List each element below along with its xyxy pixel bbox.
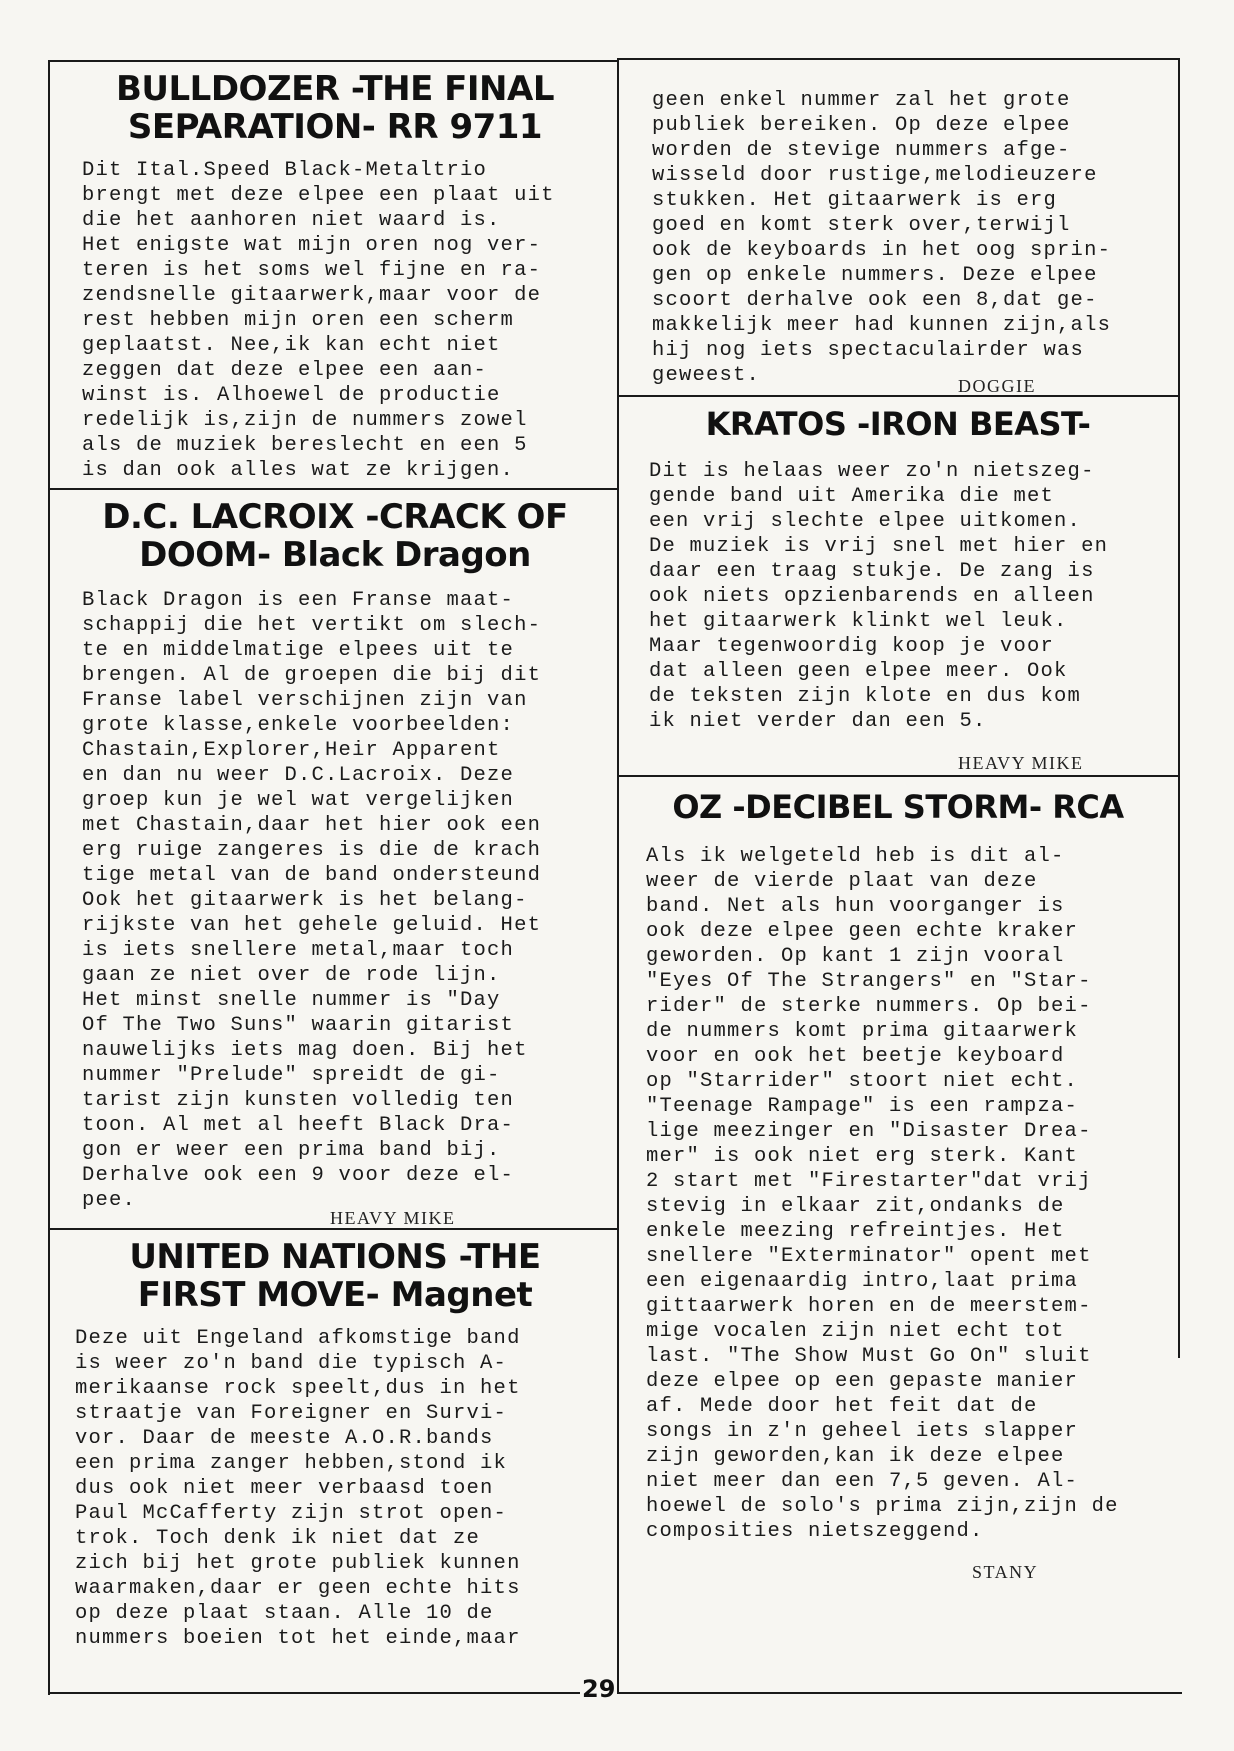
text-line: een vrij slechte elpee uitkomen. (649, 510, 1082, 533)
text-line: worden de stevige nummers afge- (652, 139, 1071, 162)
review-title (55, 1238, 615, 1314)
text-line: een eigenaardig intro,laat prima (646, 1270, 1079, 1293)
text-line: erg ruige zangeres is die de krach (82, 839, 542, 862)
text-line: Paul McCafferty zijn strot open- (75, 1502, 508, 1525)
title-line: SEPARATION- RR 9711 (127, 107, 543, 147)
text-line: gaan ze niet over de rode lijn. (82, 964, 501, 987)
title-line: FIRST MOVE- Magnet (137, 1275, 533, 1315)
text-line: hij nog iets spectaculairder was (652, 339, 1085, 362)
review-kratos (622, 405, 1174, 773)
text-line: nauwelijks iets mag doen. Bij het (82, 1039, 528, 1062)
text-line: dus ook niet meer verbaasd toen (75, 1477, 494, 1500)
text-line: tarist zijn kunsten volledig ten (82, 1089, 515, 1112)
title-line: DOOM- Black Dragon (139, 535, 531, 575)
text-line: stukken. Het gitaarwerk is erg (652, 189, 1058, 212)
text-line: gittaarwerk horen en de meerstem- (646, 1295, 1092, 1318)
text-line: makkelijk meer had kunnen zijn,als (652, 314, 1112, 337)
text-line: rest hebben mijn oren een scherm (82, 309, 515, 332)
text-line: groep kun je wel wat vergelijken (82, 789, 515, 812)
text-line: wisseld door rustige,melodieuzere (652, 164, 1098, 187)
text-line: daar een traag stukje. De zang is (649, 560, 1095, 583)
divider-left-1 (48, 488, 618, 490)
text-line: publiek bereiken. Op deze elpee (652, 114, 1071, 137)
text-line: Black Dragon is een Franse maat- (82, 589, 515, 612)
frame-top-right (618, 58, 1180, 60)
review-dc-lacroix (55, 497, 615, 1228)
text-line: de nummers komt prima gitaarwerk (646, 1020, 1079, 1043)
text-line: zijn geworden,kan ik deze elpee (646, 1445, 1065, 1468)
text-line: mige vocalen zijn niet echt tot (646, 1320, 1065, 1343)
review-signature: HEAVY MIKE (330, 1208, 456, 1228)
review-title (55, 70, 615, 146)
text-line: pee. (82, 1189, 137, 1212)
text-line: dat alleen geen elpee meer. Ook (649, 660, 1068, 683)
text-line: redelijk is,zijn de nummers zowel (82, 409, 528, 432)
text-line: 2 start met "Firestarter"dat vrij (646, 1170, 1092, 1193)
review-title (55, 498, 615, 574)
text-line: enkele meezing refreintjes. Het (646, 1220, 1065, 1243)
review-title (622, 788, 1174, 826)
text-line: is weer zo'n band die typisch A- (75, 1352, 508, 1375)
text-line: geweest. (652, 364, 761, 387)
text-line: goed en komt sterk over,terwijl (652, 214, 1071, 237)
text-line: waarmaken,daar er geen echte hits (75, 1577, 521, 1600)
text-line: De muziek is vrij snel met hier en (649, 535, 1109, 558)
text-line: gon er weer een prima band bij. (82, 1139, 501, 1162)
frame-right (1178, 58, 1180, 1358)
text-line: songs in z'n geheel iets slapper (646, 1420, 1079, 1443)
text-line: zich bij het grote publiek kunnen (75, 1552, 521, 1575)
text-line: met Chastain,daar het hier ook een (82, 814, 542, 837)
text-line: brengt met deze elpee een plaat uit (82, 184, 555, 207)
text-line: mer" is ook niet erg sterk. Kant (646, 1145, 1079, 1168)
review-title (622, 405, 1174, 443)
text-line: vor. Daar de meeste A.O.R.bands (75, 1427, 494, 1450)
text-line: de teksten zijn klote en dus kom (649, 685, 1082, 708)
text-line: op "Starrider" stoort niet echt. (646, 1070, 1079, 1093)
review-body (622, 844, 1174, 1544)
text-line: rider" de sterke nummers. Op bei- (646, 995, 1092, 1018)
page-number: 29 (582, 1675, 616, 1703)
review-body (55, 588, 615, 1213)
text-line: voor en ook het beetje keyboard (646, 1045, 1065, 1068)
text-line: geen enkel nummer zal het grote (652, 89, 1071, 112)
text-line: stevig in elkaar zit,ondanks de (646, 1195, 1065, 1218)
text-line: schappij die het vertikt om slech- (82, 614, 542, 637)
text-line: merikaanse rock speelt,dus in het (75, 1377, 521, 1400)
text-line: ook de keyboards in het oog sprin- (652, 239, 1112, 262)
review-body (652, 88, 1172, 388)
text-line: toon. Al met al heeft Black Dra- (82, 1114, 515, 1137)
text-line: Franse label verschijnen zijn van (82, 689, 528, 712)
title-line: UNITED NATIONS -THE (129, 1237, 541, 1277)
text-line: "Teenage Rampage" is een rampza- (646, 1095, 1079, 1118)
frame-left (48, 60, 50, 1695)
text-line: het gitaarwerk klinkt wel leuk. (649, 610, 1068, 633)
text-line: nummers boeien tot het einde,maar (75, 1627, 521, 1650)
text-line: is dan ook alles wat ze krijgen. (82, 459, 515, 482)
title-line: KRATOS -IRON BEAST- (705, 405, 1091, 443)
text-line: is iets snellere metal,maar toch (82, 939, 515, 962)
text-line: composities nietszeggend. (646, 1520, 984, 1543)
text-line: teren is het soms wel fijne en ra- (82, 259, 542, 282)
text-line: Maar tegenwoordig koop je voor (649, 635, 1055, 658)
text-line: Dit is helaas weer zo'n nietszeg- (649, 460, 1095, 483)
text-line: ook deze elpee geen echte kraker (646, 920, 1079, 943)
text-line: band. Net als hun voorganger is (646, 895, 1065, 918)
text-line: tige metal van de band ondersteund (82, 864, 542, 887)
review-bulldozer (55, 70, 615, 483)
divider-right-1 (618, 395, 1180, 397)
text-line: Het minst snelle nummer is "Day (82, 989, 501, 1012)
text-line: gende band uit Amerika die met (649, 485, 1055, 508)
text-line: straatje van Foreigner en Survi- (75, 1402, 508, 1425)
text-line: ik niet verder dan een 5. (649, 710, 987, 733)
divider-right-2 (618, 775, 1180, 777)
text-line: Als ik welgeteld heb is dit al- (646, 845, 1065, 868)
text-line: en dan nu weer D.C.Lacroix. Deze (82, 764, 515, 787)
text-line: brengen. Al de groepen die bij dit (82, 664, 542, 687)
text-line: te en middelmatige elpees uit te (82, 639, 515, 662)
review-united-nations-continued (652, 88, 1172, 396)
text-line: snellere "Exterminator" opent met (646, 1245, 1092, 1268)
text-line: nummer "Prelude" spreidt de gi- (82, 1064, 501, 1087)
text-line: grote klasse,enkele voorbeelden: (82, 714, 515, 737)
review-signature: DOGGIE (958, 376, 1036, 396)
text-line: een prima zanger hebben,stond ik (75, 1452, 508, 1475)
text-line: Derhalve ook een 9 voor deze el- (82, 1164, 515, 1187)
text-line: als de muziek bereslecht en een 5 (82, 434, 528, 457)
text-line: zeggen dat deze elpee een aan- (82, 359, 488, 382)
text-line: Chastain,Explorer,Heir Apparent (82, 739, 501, 762)
text-line: Of The Two Suns" waarin gitarist (82, 1014, 515, 1037)
text-line: op deze plaat staan. Alle 10 de (75, 1602, 494, 1625)
text-line: lige meezinger en "Disaster Drea- (646, 1120, 1092, 1143)
text-line: deze elpee op een gepaste manier (646, 1370, 1079, 1393)
text-line: "Eyes Of The Strangers" en "Star- (646, 970, 1092, 993)
text-line: niet meer dan een 7,5 geven. Al- (646, 1470, 1079, 1493)
text-line: hoewel de solo's prima zijn,zijn de (646, 1495, 1119, 1518)
text-line: af. Mede door het feit dat de (646, 1395, 1038, 1418)
review-signature: HEAVY MIKE (958, 753, 1084, 773)
frame-top-left (48, 60, 618, 62)
text-line: scoort derhalve ook een 8,dat ge- (652, 289, 1098, 312)
review-united-nations (55, 1238, 615, 1651)
text-line: ook niets opzienbarends en alleen (649, 585, 1095, 608)
text-line: Het enigste wat mijn oren nog ver- (82, 234, 542, 257)
text-line: winst is. Alhoewel de productie (82, 384, 501, 407)
text-line: Deze uit Engeland afkomstige band (75, 1327, 521, 1350)
review-body (55, 158, 615, 483)
text-line: weer de vierde plaat van deze (646, 870, 1038, 893)
text-line: die het aanhoren niet waard is. (82, 209, 501, 232)
text-line: Ook het gitaarwerk is het belang- (82, 889, 528, 912)
review-body (622, 459, 1174, 734)
text-line: gen op enkele nummers. Deze elpee (652, 264, 1098, 287)
text-line: geplaatst. Nee,ik kan echt niet (82, 334, 501, 357)
review-signature: STANY (972, 1562, 1039, 1582)
text-line: last. "The Show Must Go On" sluit (646, 1345, 1092, 1368)
review-body (55, 1326, 615, 1651)
title-line: BULLDOZER -THE FINAL (115, 69, 554, 109)
title-line: D.C. LACROIX -CRACK OF (102, 497, 568, 537)
column-divider (617, 58, 619, 1693)
review-oz (622, 788, 1174, 1582)
text-line: Dit Ital.Speed Black-Metaltrio (82, 159, 488, 182)
text-line: zendsnelle gitaarwerk,maar voor de (82, 284, 542, 307)
text-line: rijkste van het gehele geluid. Het (82, 914, 542, 937)
title-line: OZ -DECIBEL STORM- RCA (672, 788, 1124, 826)
text-line: geworden. Op kant 1 zijn vooral (646, 945, 1065, 968)
text-line: trok. Toch denk ik niet dat ze (75, 1527, 481, 1550)
